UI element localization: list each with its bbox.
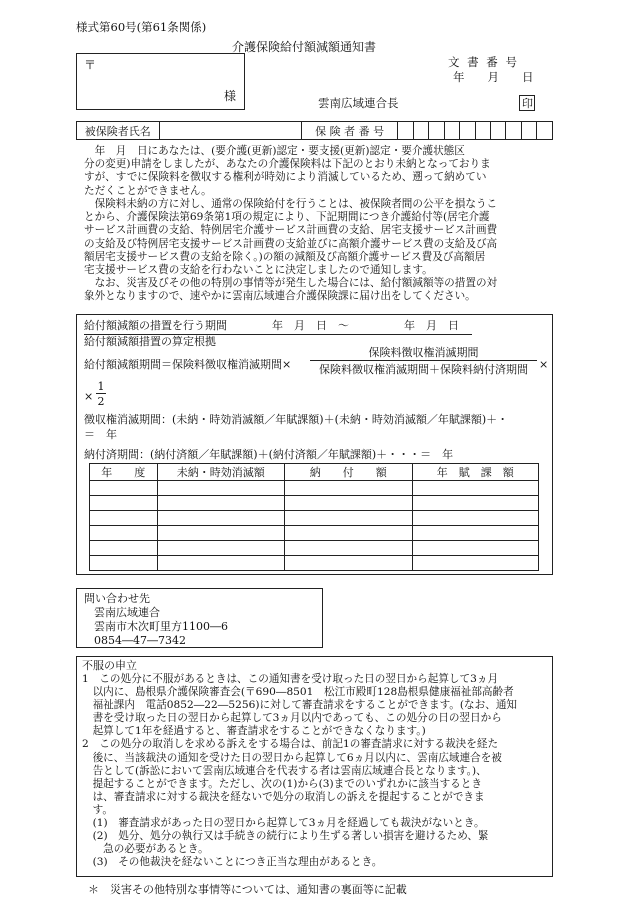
formula-left: 給付額減額期間＝保険料徴収権消滅期間× — [84, 358, 292, 371]
body-paragraph-1: 年 月 日にあなたは、(要介護(更新)認定・要支援(更新)認定・要介護状態区 分の変更)申請をしましたが、あなたの介護保険料は下記のとおり未納となっておりま すが、すでに保険料を徴収する権利が時効により消滅しているため、遡って納めてい ただくことができません。 — [84, 145, 491, 197]
issue-date-label: 年 月 日 — [453, 70, 534, 84]
insured-info-row — [76, 121, 553, 140]
header-fiscal-year: 年 度 — [90, 464, 158, 481]
insured-number-digit[interactable] — [537, 122, 553, 140]
half-numerator: 1 — [97, 380, 105, 393]
paid-period-line: 納付済期間：(納付済額／年賦課額)＋(納付済額／年賦課額)＋・・・＝ 年 — [84, 448, 454, 461]
issuer-name: 雲南広域連合長 — [318, 96, 399, 110]
period-from[interactable]: 年 月 日 ～ — [272, 319, 349, 332]
extinct-period-line: 徴収権消滅期間：(未納・時効消滅額／年賦課額)＋(未納・時効消滅額／年賦課額)＋・ — [84, 413, 509, 426]
fraction-numerator: 保険料徴収権消滅期間 — [368, 346, 479, 359]
document-title: 介護保険給付額減額通知書 — [232, 40, 377, 54]
table-row — [90, 541, 539, 556]
body-paragraph-3: なお、災害及びその他の特別の事情等が発生した場合には、給付額減額等の措置の対 象外となりますので、速やかに雲南広域連合介護保険課に届け出をしてください。 — [84, 277, 498, 303]
header-annual-levy: 年 賦 課 額 — [412, 464, 538, 481]
calculation-table — [89, 463, 539, 571]
appeal-box — [76, 656, 553, 877]
header-paid-amount: 納 付 額 — [284, 464, 412, 481]
insured-number-digit[interactable] — [398, 122, 413, 140]
period-to[interactable]: 年 月 日 — [404, 319, 459, 332]
formula-times: × — [539, 358, 549, 371]
table-row — [90, 556, 539, 571]
half-times: × — [84, 390, 94, 403]
insured-number-label: 保 険 者 番 号 — [302, 122, 398, 140]
contact-phone: 0854―47―7342 — [94, 634, 186, 647]
header-unpaid-amount: 未納・時効消滅額 — [157, 464, 284, 481]
insured-number-digit[interactable] — [491, 122, 506, 140]
postal-mark: 〒 — [84, 58, 97, 72]
table-row — [90, 511, 539, 526]
contact-org: 雲南広域連合 — [94, 606, 160, 619]
contact-label: 問い合わせ先 — [84, 592, 150, 605]
insured-name-field[interactable] — [159, 122, 301, 140]
formula-fraction — [310, 347, 537, 375]
contact-box — [76, 588, 323, 648]
contact-address: 雲南市木次町里方1100―6 — [94, 620, 228, 633]
seal-mark: 印 — [522, 97, 533, 110]
table-row — [90, 526, 539, 541]
table-row — [90, 496, 539, 511]
body-paragraph-2: 保険料未納の方に対し、通常の保険給付を行うことは、被保険者間の公平を損なうこ とから、介護保険法第69条第1項の規定により、下記期間につき介護給付等(居宅介護 サービス計画費の支給、特例居宅介護サービス計画費の支給、居宅支援サービス計画費 の支給及び特例居宅支援サービス計画費の支給並びに高額介護サービス費の支給及び高 額居宅支援サービス費の支給を除く。)の額の減額及び高額介護サービス費及び高額居 宅支援サービス費の支給を行わないことに決定しましたので通知します。 — [84, 198, 498, 277]
table-row — [90, 481, 539, 496]
period-label: 給付額減額の措置を行う期間 — [84, 319, 227, 332]
address-box — [76, 53, 245, 110]
appeal-text: 1 この処分に不服があるときは、この通知書を受け取った日の翌日から起算して3ヵ月 以内に、島根県介護保険審査会(〒690―8501 松江市殿町128島根県健康福祉部高齢者 福祉課内 電話0852―22―5256)に対して審査請求をすることができます。(なお、通知 書を受け取った日の翌日から起算して3ヵ月以内であっても、この処分の日の翌日から 起算して1年を経過すると、審査請求をすることができなくなります。) 2 この処分の取消しを求める訴えをする場合は、前記1の審査請求に対する裁決を経た 後に、当該裁決の通知を受けた日の翌日から起算して6ヵ月以内に、雲南広域連合を被 告として(訴訟において雲南広域連合を代表する者は雲南広域連合長となります。)、 提起することができます。ただし、次の(1)から(3)までのいずれかに該当するとき は、審査請求に対する裁決を経ないで処分の取消しの訴えを提起することができま す。 (1) 審査請求があった日の翌日から起算して3ヵ月を経過しても裁決がないとき。 (2) 処分、処分の執行又は手続きの続行により生ずる著しい損害を避けるため、緊 急の必要があるとき。 (3) その他裁決を経ないことにつき正当な理由があるとき。 — [82, 673, 518, 869]
half-denominator: 2 — [97, 395, 105, 408]
insured-number-digit[interactable] — [444, 122, 459, 140]
insured-number-digit[interactable] — [506, 122, 521, 140]
extinct-period-result: ＝ 年 — [84, 428, 117, 441]
form-number: 様式第60号(第61条関係) — [76, 20, 207, 34]
insured-number-digit[interactable] — [521, 122, 536, 140]
document-number-label: 文 書 番 号 — [448, 55, 519, 69]
half-fraction — [96, 381, 106, 407]
footnote: ＊ 災害その他特別な事情等については、通知書の裏面等に記載 — [88, 883, 407, 896]
addressee-suffix: 様 — [224, 89, 237, 103]
insured-name-label: 被保険者氏名 — [77, 122, 160, 140]
seal-box — [519, 95, 535, 111]
calculation-box — [76, 314, 553, 575]
insured-number-digit[interactable] — [475, 122, 490, 140]
insured-number-digit[interactable] — [429, 122, 444, 140]
appeal-heading: 不服の申立 — [82, 659, 137, 672]
insured-number-digit[interactable] — [413, 122, 428, 140]
basis-label: 給付額減額措置の算定根拠 — [84, 335, 216, 348]
insured-number-digit[interactable] — [460, 122, 475, 140]
fraction-denominator: 保険料徴収権消滅期間＋保険料納付済期間 — [319, 363, 528, 376]
table-header-row — [90, 464, 539, 481]
